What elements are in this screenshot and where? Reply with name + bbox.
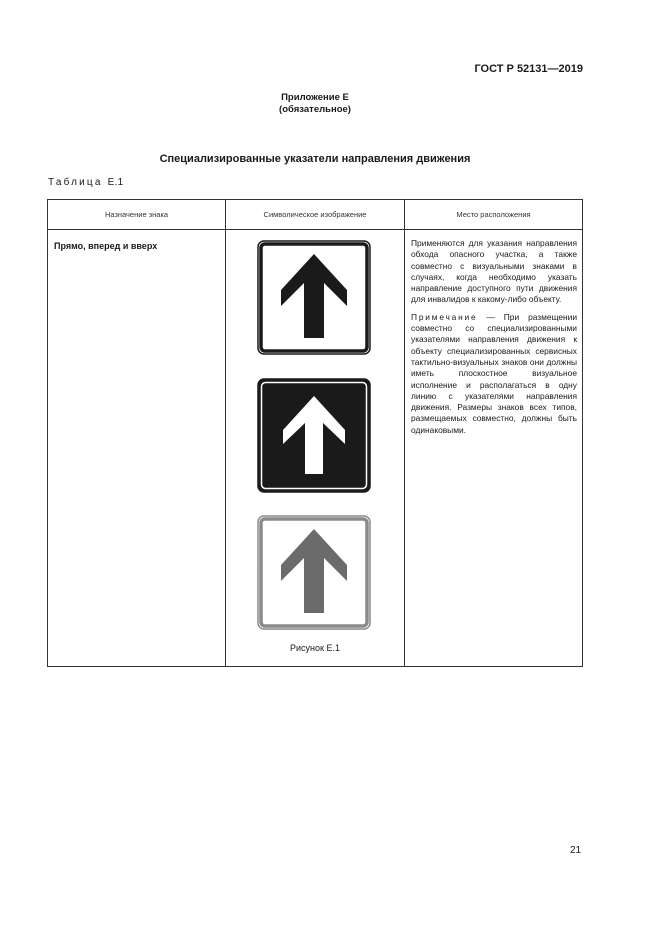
sign-arrow-up-gray-on-white: [257, 515, 371, 630]
annex-status: (обязательное): [279, 104, 351, 115]
arrow-up-icon: [257, 515, 371, 630]
purpose-text: Прямо, вперед и вверх: [54, 241, 158, 251]
standard-designation: ГОСТ Р 52131—2019: [474, 63, 583, 75]
page-number: 21: [570, 845, 582, 856]
purpose-cell: [48, 230, 226, 667]
table-header-row: [48, 200, 583, 230]
note-paragraph: [411, 312, 577, 436]
note-text: — При размещении совместно со специализированными указателями направления движения к объекту специализированных сервисных тактильно-визуальных знаков они должны иметь плоскостное визуальное исполнение и располагаться в одну линию с указателями направления движения. Размеры знаков всех типов, размещаемых совместно, должны быть одинаковыми.: [411, 311, 577, 435]
annex-heading: [0, 92, 630, 116]
column-header-placement: Место расположения: [405, 200, 583, 230]
column-header-purpose: Назначение знака: [48, 200, 226, 230]
note-word: Примечание: [411, 311, 478, 322]
figure-caption: Рисунок Е.1: [290, 643, 340, 653]
image-cell: [226, 230, 405, 667]
arrow-up-icon: [257, 240, 371, 355]
sign-arrow-up-white-on-black: [257, 378, 371, 493]
column-header-image: Символическое изображение: [226, 200, 405, 230]
placement-text: Применяются для указания направления обхода опасного участка, а также совместно с визуальными знаками в случаях, когда необходимо указать направление доступного пути движения для инвалидов к какому-либо объекту.: [411, 238, 577, 305]
table-label: [48, 177, 124, 188]
annex-title: Приложение Е: [281, 92, 349, 103]
table-row: [48, 230, 583, 667]
sign-arrow-up-black-on-white: [257, 240, 371, 355]
section-title: Специализированные указатели направления движения: [159, 153, 471, 165]
signs-table: [47, 199, 583, 667]
table-label-word: Таблица: [48, 177, 103, 188]
table-label-number: Е.1: [107, 177, 124, 188]
placement-cell: [405, 230, 583, 667]
arrow-up-icon: [257, 378, 371, 493]
